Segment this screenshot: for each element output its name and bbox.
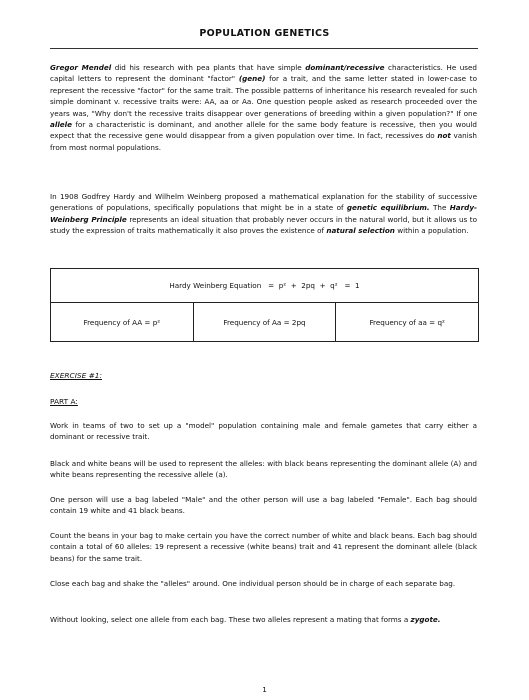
term-zygote: zygote. xyxy=(410,615,441,624)
frequency-aa-dominant: Frequency of AA = p² xyxy=(51,303,194,341)
step-paragraph: One person will use a bag labeled "Male" and the other person will use a bag labeled "Female". Each bag should contain 19 white and 41 black beans. xyxy=(50,495,477,516)
step-paragraph: Count the beans in your bag to make certain you have the correct number of white and black beans. Each bag should contain a total of 60 alleles: 19 represent a recessive (white beans) trait and 41 represent the dominant allele (black beans) for the same trait. xyxy=(50,531,477,563)
term-allele: allele xyxy=(50,120,72,130)
frequency-aa-heterozygous: Frequency of Aa = 2pq xyxy=(194,303,337,341)
hardy-weinberg-paragraph: In 1908 Godfrey Hardy and Wilhelm Weinberg proposed a mathematical explanation for the stability of successive generations of populations, specifically populations that might be in a state of genetic equilibrium. The Hardy-Weinberg Principle represents an ideal situation that probably never occurs in the natural world, but it allows us to study the expression of traits mathematically it also proves the existence of natural selection within a population. xyxy=(50,192,477,236)
hardy-weinberg-equation: Hardy Weinberg Equation = p² + 2pq + q² = 1 xyxy=(51,269,478,303)
term-not: not xyxy=(437,131,451,141)
page-title: POPULATION GENETICS xyxy=(199,28,330,39)
term-genetic-equilibrium: genetic equilibrium. xyxy=(346,203,430,213)
frequency-aa-recessive: Frequency of aa = q² xyxy=(369,317,445,327)
term-natural-selection: natural selection xyxy=(326,226,395,236)
step-paragraph: Work in teams of two to set up a "model" population containing male and female gametes that carry either a dominant or recessive trait. xyxy=(50,421,477,442)
step-paragraph: Close each bag and shake the "alleles" around. One individual person should be in charge of each separate bag. xyxy=(50,579,456,588)
exercise-heading: EXERCISE #1: xyxy=(50,371,102,380)
term-hardy-weinberg-principle: Hardy-Weinberg Principle xyxy=(50,203,477,224)
hardy-weinberg-table xyxy=(50,268,479,342)
intro-paragraph: Gregor Mendel did his research with pea plants that have simple dominant/recessive characteristics. He used capital letters to represent the dominant "factor" (gene) for a trait, and the same letter stated in lower-case to represent the recessive "factor" for the same trait. The possible patterns of inheritance his research revealed for such simple dominant v. recessive traits were: AA, aa or Aa. One question people asked as research proceeded over the years was, "Why don't the recessive traits disappear over generations of breeding within a given population?" If one allele for a characteristic is dominant, and another allele for the same body feature is recessive, then you would expect that the recessive gene would disappear from a given population over time. In fact, recessives do not vanish from most normal populations. xyxy=(50,63,477,152)
page-number: 1 xyxy=(262,685,267,694)
term-gregor-mendel: Gregor Mendel xyxy=(50,63,112,72)
term-dominant-recessive: dominant/recessive xyxy=(305,63,385,72)
title-divider xyxy=(50,48,478,49)
term-gene: (gene) xyxy=(238,74,266,84)
step-paragraph: Black and white beans will be used to represent the alleles: with black beans representing the dominant allele (A) and white beans representing the recessive allele (a). xyxy=(50,459,477,480)
part-a-heading: PART A: xyxy=(50,397,78,406)
frequency-row xyxy=(51,303,478,341)
step-paragraph-zygote: Without looking, select one allele from each bag. These two alleles represent a mating that forms a zygote. xyxy=(50,615,441,624)
